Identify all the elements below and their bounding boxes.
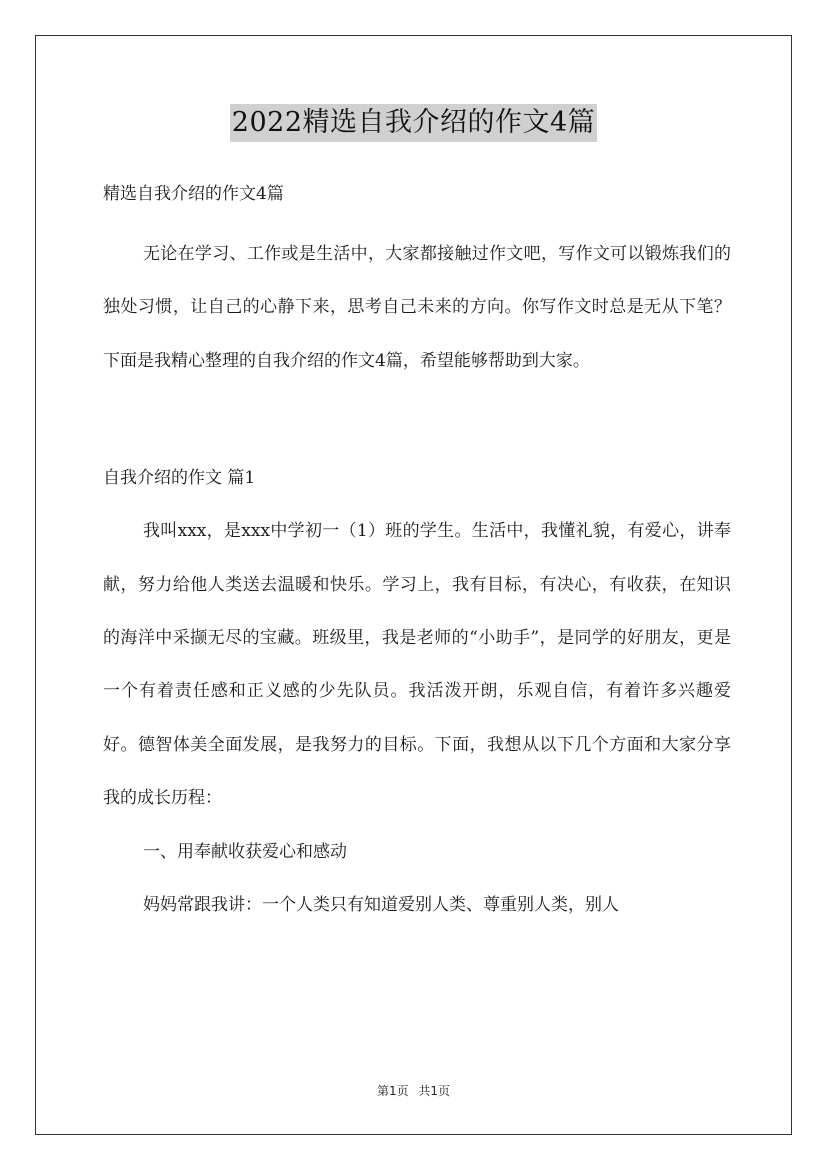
section-subheading: 一、用奉献收获爱心和感动: [143, 841, 347, 862]
section-paragraph-continued: 妈妈常跟我讲：一个人类只有知道爱别人类、尊重别人类，别人: [143, 895, 619, 916]
document-subtitle: 精选自我介绍的作文4篇: [103, 184, 284, 204]
section-paragraph: 我叫xxx，是xxx中学初一（1）班的学生。生活中，我懂礼貌，有爱心，讲奉献，努力给他人类送去温暖和快乐。学习上，我有目标，有决心，有收获，在知识的海洋中采撷无尽的宝藏。班级里，我是老师的“小助手”，是同学的好朋友，更是一个有着责任感和正义感的少先队员。我活泼开朗，乐观自信，有着许多兴趣爱好。德智体美全面发展，是我努力的目标。下面，我想从以下几个方面和大家分享我的成长历程：: [103, 521, 731, 809]
intro-paragraph: 无论在学习、工作或是生活中，大家都接触过作文吧，写作文可以锻炼我们的独处习惯，让自己的心静下来，思考自己未来的方向。你写作文时总是无从下笔？下面是我精心整理的自我介绍的作文4篇，希望能够帮助到大家。: [103, 244, 731, 371]
document-title: 2022精选自我介绍的作文4篇: [230, 104, 597, 142]
document-body: [103, 176, 731, 932]
section-heading: 自我介绍的作文 篇1: [103, 468, 256, 489]
page-footer: [0, 1082, 827, 1099]
page-number: 第1页: [376, 1084, 409, 1098]
page-total: 共1页: [418, 1084, 451, 1098]
title-container: [0, 104, 827, 142]
